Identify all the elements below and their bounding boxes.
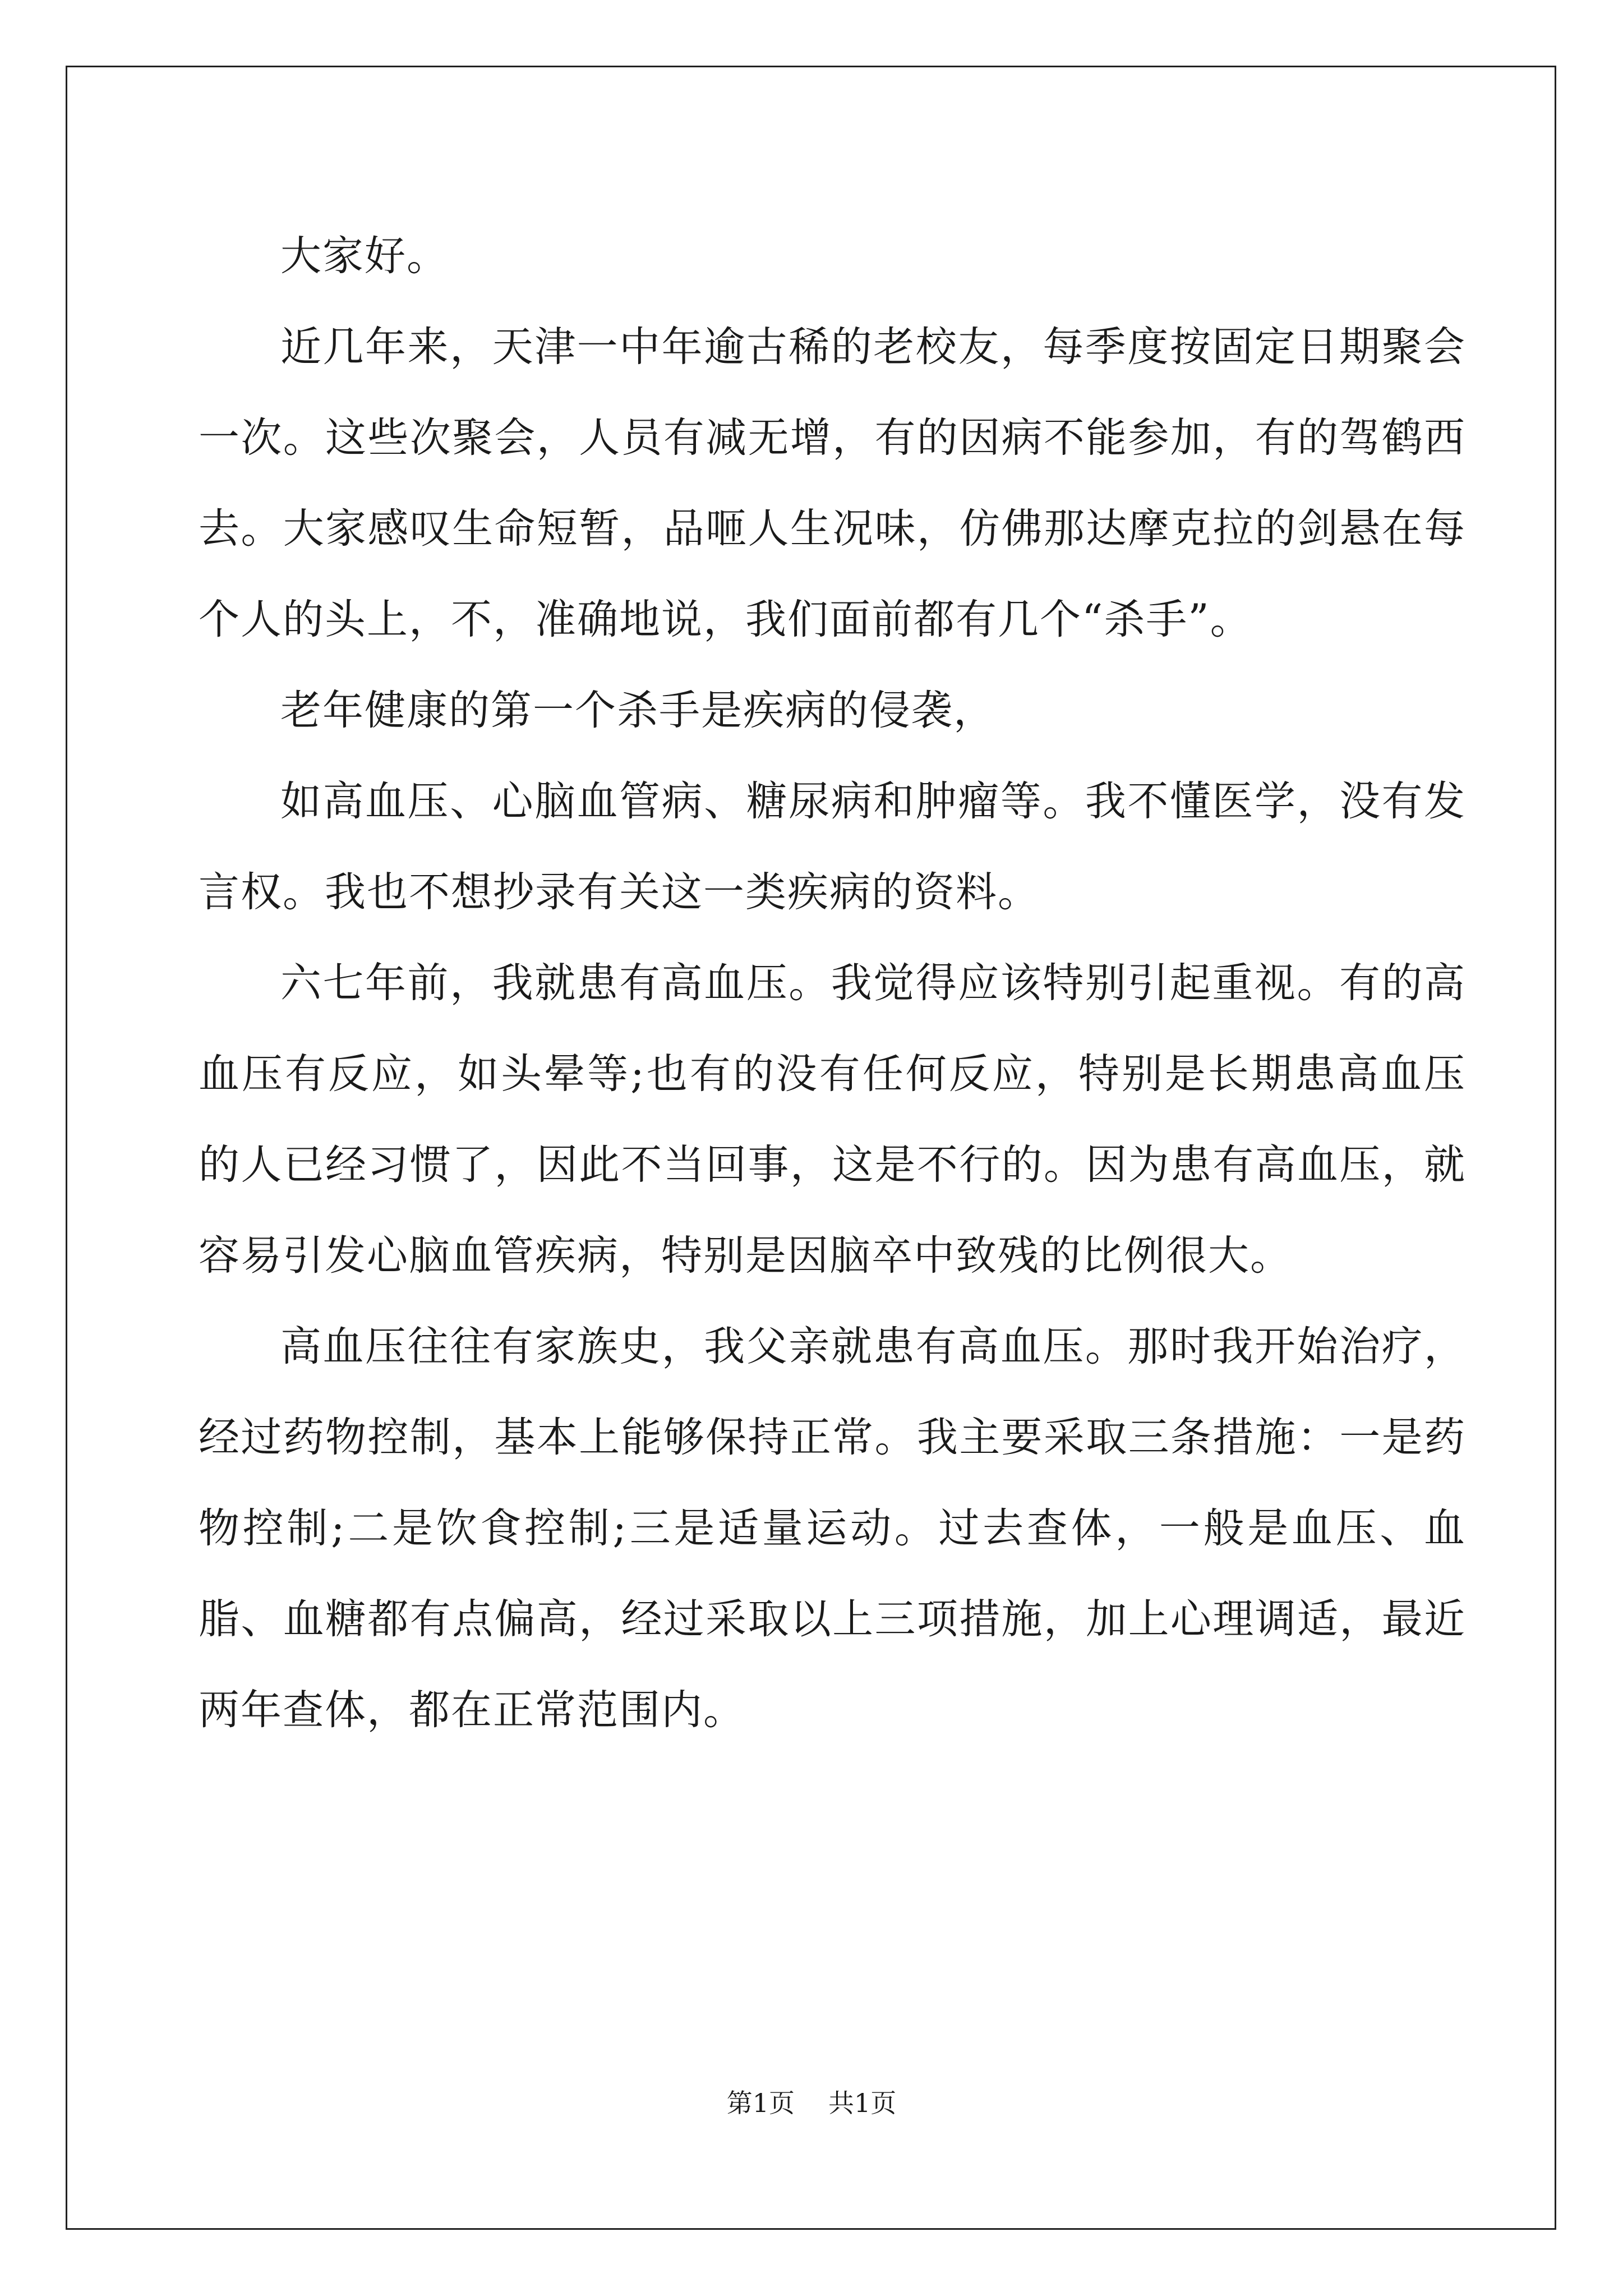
paragraph-diseases: 如高血压、心脑血管病、糖尿病和肿瘤等。我不懂医学，没有发言权。我也不想抄录有关这一类疾病的资料。 bbox=[199, 777, 1466, 916]
paragraph-reunion: 近几年来，天津一中年逾古稀的老校友，每季度按固定日期聚会一次。这些次聚会，人员有减无增，有的因病不能参加，有的驾鹤西去。大家感叹生命短暂，品咂人生况味，仿佛那达摩克拉的剑悬在每个人的头上，不，准确地说，我们面前都有几个“杀手”。 bbox=[199, 323, 1466, 643]
paragraph-measures: 高血压往往有家族史，我父亲就患有高血压。那时我开始治疗，经过药物控制，基本上能够保持正常。我主要采取三条措施：一是药物控制;二是饮食控制;三是适量运动。过去查体，一般是血压、血脂、血糖都有点偏高，经过采取以上三项措施，加上心理调适，最近两年查体，都在正常范围内。 bbox=[199, 1323, 1466, 1734]
page-total: 共1页 bbox=[828, 2088, 897, 2118]
paragraph-hypertension: 六七年前，我就患有高血压。我觉得应该特别引起重视。有的高血压有反应，如头晕等;也有的没有任何反应，特别是长期患高血压的人已经习惯了，因此不当回事，这是不行的。因为患有高血压，就容易引发心脑血管疾病，特别是因脑卒中致残的比例很大。 bbox=[199, 959, 1466, 1280]
document-body bbox=[199, 211, 1466, 1756]
paragraph-greeting: 大家好。 bbox=[280, 232, 449, 280]
paragraph-first-killer: 老年健康的第一个杀手是疾病的侵袭， bbox=[280, 687, 995, 734]
page-number: 第1页 bbox=[726, 2088, 795, 2118]
page-footer bbox=[0, 2086, 1623, 2120]
